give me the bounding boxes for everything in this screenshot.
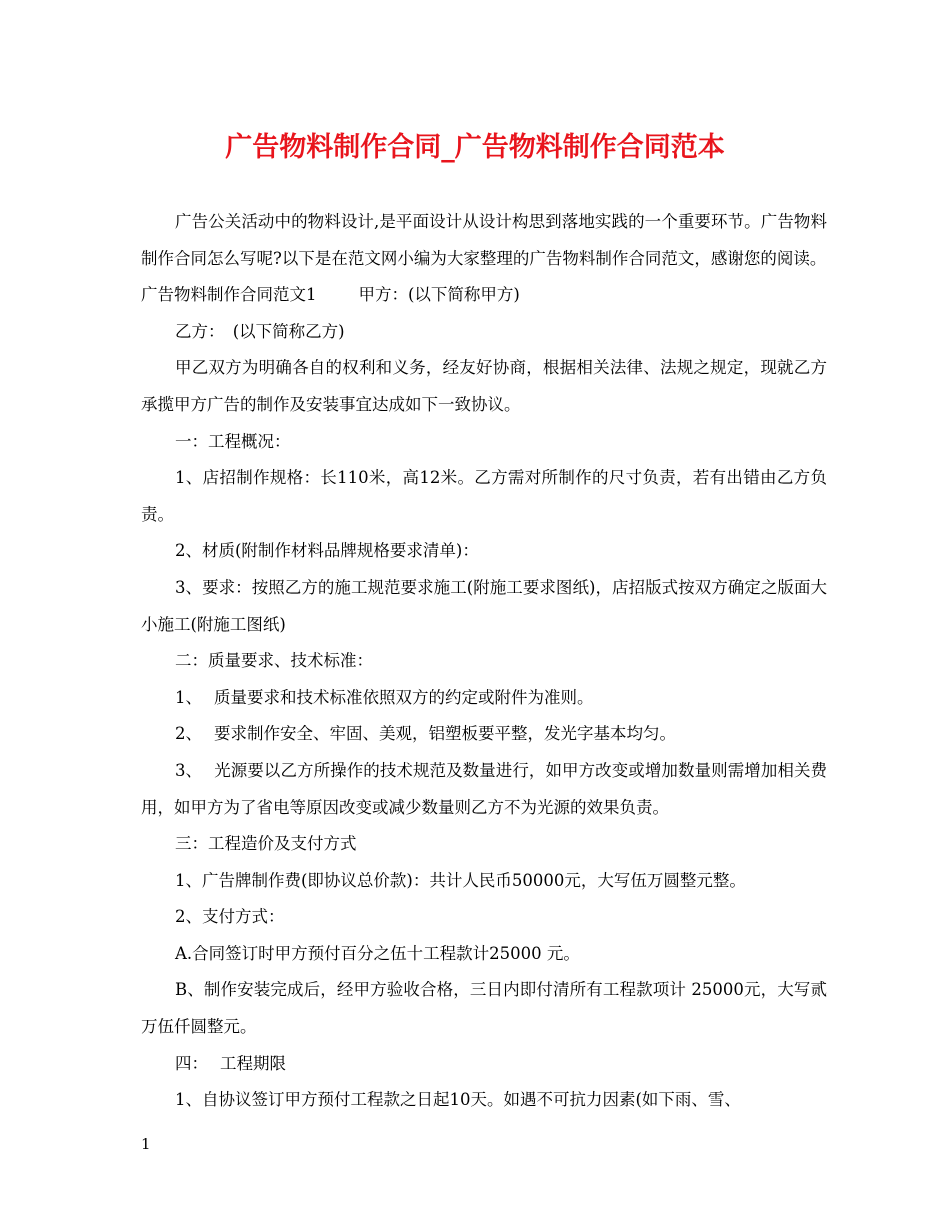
contract-sample-label: 广告物料制作合同范文1 [141, 285, 317, 305]
list-text: 要求制作安全、牢固、美观，铝塑板要平整，发光字基本均匀。 [214, 724, 676, 744]
section-text: 工程期限 [220, 1053, 286, 1073]
document-title: 广告物料制作合同_广告物料制作合同范本 [225, 132, 725, 163]
list-number: 3、 [175, 760, 203, 780]
section-heading-2: 二：质量要求、技术标准： [175, 651, 373, 671]
list-number: 1、 [175, 687, 202, 707]
paragraph-party-b: 乙方： (以下简称乙方) [175, 321, 345, 341]
section-heading-3: 三：工程造价及支付方式 [175, 834, 357, 854]
paragraph-quality-3 [141, 753, 827, 826]
paragraph-quality-2 [141, 716, 827, 753]
paragraph-quality-1 [141, 680, 827, 717]
paragraph-contract-heading [141, 277, 827, 314]
paragraph-spec: 1、店招制作规格：长110米，高12米。乙方需对所制作的尺寸负责，若有出错由乙方负责。 [141, 468, 827, 524]
paragraph-intro: 广告公关活动中的物料设计,是平面设计从设计构思到落地实践的一个重要环节。广告物料制作合同怎么写呢?以下是在范文网小编为大家整理的广告物料制作合同范文，感谢您的阅读。 [141, 212, 827, 268]
paragraph-material: 2、材质(附制作材料品牌规格要求清单)： [175, 541, 479, 561]
paragraph-fee: 1、广告牌制作费(即协议总价款)：共计人民币50000元，大写伍万圆整元整。 [175, 870, 746, 890]
section-heading-1: 一：工程概况： [175, 431, 291, 451]
paragraph-payment-method: 2、支付方式： [175, 907, 285, 927]
list-text: 光源要以乙方所操作的技术规范及数量进行，如甲方改变或增加数量则需增加相关费用，如甲方为了省电等原因改变或减少数量则乙方不为光源的效果负责。 [141, 760, 828, 817]
section-number: 四： [175, 1053, 208, 1073]
document-body [141, 204, 827, 1119]
party-a-label: 甲方：(以下简称甲方) [358, 285, 520, 305]
paragraph-payment-b: B、制作安装完成后，经甲方验收合格，三日内即付清所有工程款项计 25000元，大写贰万伍仟圆整元。 [141, 980, 827, 1037]
section-heading-4 [141, 1046, 827, 1083]
paragraph-requirement: 3、要求：按照乙方的施工规范要求施工(附施工要求图纸)，店招版式按双方确定之版面大小施工(附施工图纸) [141, 577, 827, 634]
paragraph-payment-a: A.合同签订时甲方预付百分之伍十工程款计25000 元。 [175, 943, 580, 963]
list-number: 2、 [175, 724, 202, 744]
paragraph-period: 1、自协议签订甲方预付工程款之日起10天。如遇不可抗力因素(如下雨、雪、 [175, 1090, 741, 1110]
paragraph-agreement: 甲乙双方为明确各自的权利和义务，经友好协商，根据相关法律、法规之规定，现就乙方承揽甲方广告的制作及安装事宜达成如下一致协议。 [141, 358, 827, 414]
page-number: 1 [141, 1135, 151, 1153]
list-text: 质量要求和技术标准依照双方的约定或附件为准则。 [214, 687, 594, 707]
